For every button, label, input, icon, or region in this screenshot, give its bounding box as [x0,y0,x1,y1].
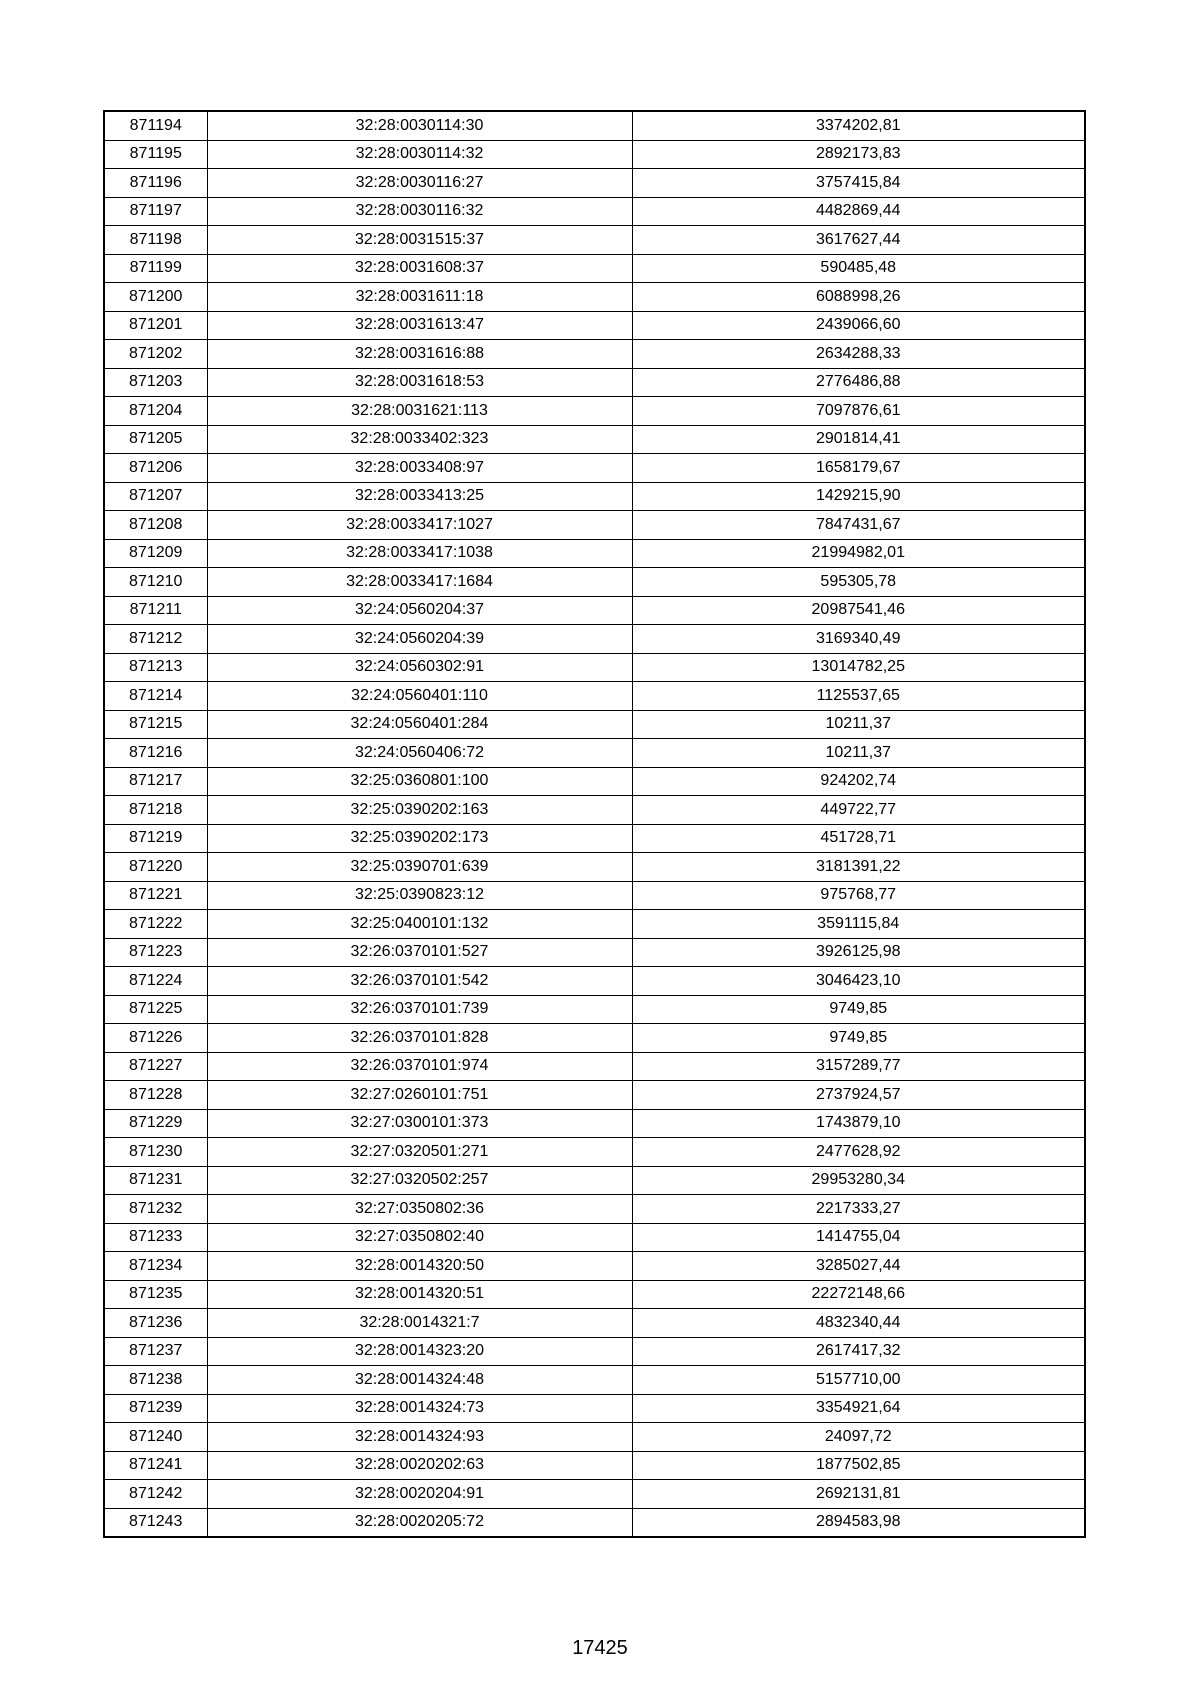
cadastral-number-cell: 32:28:0014321:7 [207,1309,632,1338]
cadastral-number-cell: 32:28:0030116:32 [207,197,632,226]
table-row [104,368,1085,397]
row-number-cell: 871243 [104,1508,207,1537]
table-row [104,511,1085,540]
cadastral-number-cell: 32:24:0560204:37 [207,596,632,625]
cadastral-number-cell: 32:28:0030116:27 [207,169,632,198]
cadastral-value-cell: 2737924,57 [632,1081,1085,1110]
table-row [104,824,1085,853]
cadastral-value-cell: 451728,71 [632,824,1085,853]
row-number-cell: 871234 [104,1252,207,1281]
table-row [104,1166,1085,1195]
table-row [104,1081,1085,1110]
cadastral-number-cell: 32:24:0560401:284 [207,710,632,739]
row-number-cell: 871198 [104,226,207,255]
table-row [104,568,1085,597]
table-row [104,938,1085,967]
cadastral-number-cell: 32:24:0560401:110 [207,682,632,711]
row-number-cell: 871228 [104,1081,207,1110]
cadastral-value-cell: 3926125,98 [632,938,1085,967]
cadastral-value-cell: 1125537,65 [632,682,1085,711]
cadastral-value-cell: 924202,74 [632,767,1085,796]
row-number-cell: 871236 [104,1309,207,1338]
cadastral-number-cell: 32:28:0031608:37 [207,254,632,283]
cadastral-number-cell: 32:28:0033417:1684 [207,568,632,597]
row-number-cell: 871201 [104,311,207,340]
row-number-cell: 871196 [104,169,207,198]
table-row [104,1024,1085,1053]
row-number-cell: 871238 [104,1366,207,1395]
cadastral-value-cell: 590485,48 [632,254,1085,283]
table-row [104,796,1085,825]
cadastral-value-cell: 2477628,92 [632,1138,1085,1167]
row-number-cell: 871232 [104,1195,207,1224]
row-number-cell: 871200 [104,283,207,312]
table-row [104,311,1085,340]
cadastral-value-cell: 9749,85 [632,1024,1085,1053]
cadastral-number-cell: 32:24:0560302:91 [207,653,632,682]
cadastral-value-cell: 7847431,67 [632,511,1085,540]
cadastral-value-cell: 4832340,44 [632,1309,1085,1338]
cadastral-number-cell: 32:28:0020202:63 [207,1451,632,1480]
cadastral-number-cell: 32:25:0390202:173 [207,824,632,853]
row-number-cell: 871230 [104,1138,207,1167]
row-number-cell: 871210 [104,568,207,597]
cadastral-value-cell: 2439066,60 [632,311,1085,340]
cadastral-number-cell: 32:28:0014324:93 [207,1423,632,1452]
cadastral-value-cell: 449722,77 [632,796,1085,825]
cadastral-number-cell: 32:27:0350802:40 [207,1223,632,1252]
row-number-cell: 871223 [104,938,207,967]
table-row [104,682,1085,711]
row-number-cell: 871212 [104,625,207,654]
row-number-cell: 871205 [104,425,207,454]
cadastral-number-cell: 32:28:0033417:1027 [207,511,632,540]
row-number-cell: 871215 [104,710,207,739]
table-row [104,1138,1085,1167]
row-number-cell: 871199 [104,254,207,283]
cadastral-value-table [103,110,1086,1538]
cadastral-number-cell: 32:25:0390202:163 [207,796,632,825]
row-number-cell: 871211 [104,596,207,625]
table-row [104,482,1085,511]
row-number-cell: 871239 [104,1394,207,1423]
table-row [104,653,1085,682]
cadastral-value-cell: 3591115,84 [632,910,1085,939]
cadastral-value-cell: 22272148,66 [632,1280,1085,1309]
table-row [104,454,1085,483]
table-body [104,111,1085,1537]
cadastral-value-cell: 3374202,81 [632,111,1085,140]
row-number-cell: 871240 [104,1423,207,1452]
row-number-cell: 871220 [104,853,207,882]
cadastral-number-cell: 32:25:0390823:12 [207,881,632,910]
cadastral-value-cell: 3181391,22 [632,853,1085,882]
table-row [104,539,1085,568]
table-row [104,1394,1085,1423]
row-number-cell: 871213 [104,653,207,682]
table-row [104,1309,1085,1338]
cadastral-number-cell: 32:28:0033413:25 [207,482,632,511]
cadastral-number-cell: 32:24:0560204:39 [207,625,632,654]
table-row [104,910,1085,939]
cadastral-number-cell: 32:28:0014320:50 [207,1252,632,1281]
cadastral-number-cell: 32:28:0014323:20 [207,1337,632,1366]
cadastral-value-cell: 6088998,26 [632,283,1085,312]
cadastral-number-cell: 32:25:0400101:132 [207,910,632,939]
cadastral-value-cell: 5157710,00 [632,1366,1085,1395]
cadastral-number-cell: 32:28:0014324:48 [207,1366,632,1395]
cadastral-number-cell: 32:26:0370101:739 [207,995,632,1024]
table-row [104,739,1085,768]
row-number-cell: 871195 [104,140,207,169]
table-row [104,340,1085,369]
cadastral-number-cell: 32:28:0020204:91 [207,1480,632,1509]
cadastral-value-cell: 1743879,10 [632,1109,1085,1138]
table-row [104,169,1085,198]
cadastral-number-cell: 32:24:0560406:72 [207,739,632,768]
table-row [104,1195,1085,1224]
table-row [104,995,1085,1024]
table-row [104,1366,1085,1395]
cadastral-value-cell: 3285027,44 [632,1252,1085,1281]
row-number-cell: 871226 [104,1024,207,1053]
table-row [104,111,1085,140]
row-number-cell: 871194 [104,111,207,140]
cadastral-number-cell: 32:27:0260101:751 [207,1081,632,1110]
table-row [104,710,1085,739]
cadastral-number-cell: 32:28:0014320:51 [207,1280,632,1309]
cadastral-number-cell: 32:26:0370101:828 [207,1024,632,1053]
cadastral-number-cell: 32:28:0030114:32 [207,140,632,169]
table-row [104,425,1085,454]
cadastral-value-cell: 1429215,90 [632,482,1085,511]
cadastral-value-cell: 3617627,44 [632,226,1085,255]
cadastral-value-cell: 13014782,25 [632,653,1085,682]
row-number-cell: 871214 [104,682,207,711]
cadastral-value-cell: 21994982,01 [632,539,1085,568]
cadastral-value-cell: 3354921,64 [632,1394,1085,1423]
table-row [104,1052,1085,1081]
table-row [104,140,1085,169]
cadastral-value-cell: 3157289,77 [632,1052,1085,1081]
cadastral-value-cell: 1877502,85 [632,1451,1085,1480]
table-row [104,1480,1085,1509]
row-number-cell: 871229 [104,1109,207,1138]
cadastral-value-cell: 2894583,98 [632,1508,1085,1537]
row-number-cell: 871209 [104,539,207,568]
cadastral-number-cell: 32:28:0031621:113 [207,397,632,426]
table-row [104,1223,1085,1252]
cadastral-number-cell: 32:28:0014324:73 [207,1394,632,1423]
cadastral-value-cell: 2776486,88 [632,368,1085,397]
cadastral-value-cell: 7097876,61 [632,397,1085,426]
cadastral-number-cell: 32:28:0031613:47 [207,311,632,340]
row-number-cell: 871227 [104,1052,207,1081]
row-number-cell: 871233 [104,1223,207,1252]
row-number-cell: 871219 [104,824,207,853]
cadastral-value-cell: 4482869,44 [632,197,1085,226]
cadastral-value-cell: 2892173,83 [632,140,1085,169]
table-row [104,1423,1085,1452]
page-number: 17425 [572,1637,628,1659]
table-row [104,967,1085,996]
row-number-cell: 871207 [104,482,207,511]
cadastral-number-cell: 32:27:0350802:36 [207,1195,632,1224]
table-row [104,397,1085,426]
cadastral-number-cell: 32:28:0031611:18 [207,283,632,312]
cadastral-number-cell: 32:27:0300101:373 [207,1109,632,1138]
row-number-cell: 871217 [104,767,207,796]
cadastral-value-cell: 2901814,41 [632,425,1085,454]
table-row [104,853,1085,882]
cadastral-value-cell: 24097,72 [632,1423,1085,1452]
cadastral-value-cell: 10211,37 [632,710,1085,739]
cadastral-value-cell: 29953280,34 [632,1166,1085,1195]
row-number-cell: 871221 [104,881,207,910]
row-number-cell: 871241 [104,1451,207,1480]
cadastral-value-cell: 1414755,04 [632,1223,1085,1252]
cadastral-number-cell: 32:26:0370101:974 [207,1052,632,1081]
table-row [104,1337,1085,1366]
cadastral-value-cell: 3046423,10 [632,967,1085,996]
cadastral-number-cell: 32:28:0031616:88 [207,340,632,369]
table-row [104,625,1085,654]
cadastral-value-cell: 2217333,27 [632,1195,1085,1224]
row-number-cell: 871202 [104,340,207,369]
cadastral-number-cell: 32:28:0031515:37 [207,226,632,255]
cadastral-number-cell: 32:28:0030114:30 [207,111,632,140]
cadastral-number-cell: 32:25:0390701:639 [207,853,632,882]
cadastral-value-cell: 10211,37 [632,739,1085,768]
cadastral-value-cell: 20987541,46 [632,596,1085,625]
cadastral-number-cell: 32:28:0033417:1038 [207,539,632,568]
row-number-cell: 871225 [104,995,207,1024]
cadastral-number-cell: 32:25:0360801:100 [207,767,632,796]
table-row [104,254,1085,283]
table-row [104,226,1085,255]
row-number-cell: 871216 [104,739,207,768]
cadastral-number-cell: 32:28:0033408:97 [207,454,632,483]
cadastral-number-cell: 32:27:0320502:257 [207,1166,632,1195]
row-number-cell: 871235 [104,1280,207,1309]
table-row [104,1508,1085,1537]
cadastral-value-cell: 3169340,49 [632,625,1085,654]
row-number-cell: 871237 [104,1337,207,1366]
cadastral-value-cell: 2617417,32 [632,1337,1085,1366]
row-number-cell: 871197 [104,197,207,226]
row-number-cell: 871218 [104,796,207,825]
row-number-cell: 871242 [104,1480,207,1509]
table-row [104,1109,1085,1138]
row-number-cell: 871224 [104,967,207,996]
cadastral-number-cell: 32:28:0020205:72 [207,1508,632,1537]
table-row [104,197,1085,226]
cadastral-number-cell: 32:27:0320501:271 [207,1138,632,1167]
cadastral-value-cell: 975768,77 [632,881,1085,910]
table-row [104,596,1085,625]
row-number-cell: 871204 [104,397,207,426]
cadastral-number-cell: 32:26:0370101:542 [207,967,632,996]
table-row [104,283,1085,312]
row-number-cell: 871231 [104,1166,207,1195]
table-row [104,1252,1085,1281]
table-row [104,1451,1085,1480]
cadastral-number-cell: 32:28:0031618:53 [207,368,632,397]
table-row [104,767,1085,796]
cadastral-value-cell: 2692131,81 [632,1480,1085,1509]
row-number-cell: 871206 [104,454,207,483]
table-row [104,881,1085,910]
row-number-cell: 871222 [104,910,207,939]
cadastral-value-cell: 2634288,33 [632,340,1085,369]
table-row [104,1280,1085,1309]
row-number-cell: 871203 [104,368,207,397]
cadastral-number-cell: 32:28:0033402:323 [207,425,632,454]
cadastral-value-cell: 9749,85 [632,995,1085,1024]
cadastral-value-cell: 1658179,67 [632,454,1085,483]
cadastral-value-cell: 3757415,84 [632,169,1085,198]
cadastral-value-cell: 595305,78 [632,568,1085,597]
row-number-cell: 871208 [104,511,207,540]
cadastral-number-cell: 32:26:0370101:527 [207,938,632,967]
